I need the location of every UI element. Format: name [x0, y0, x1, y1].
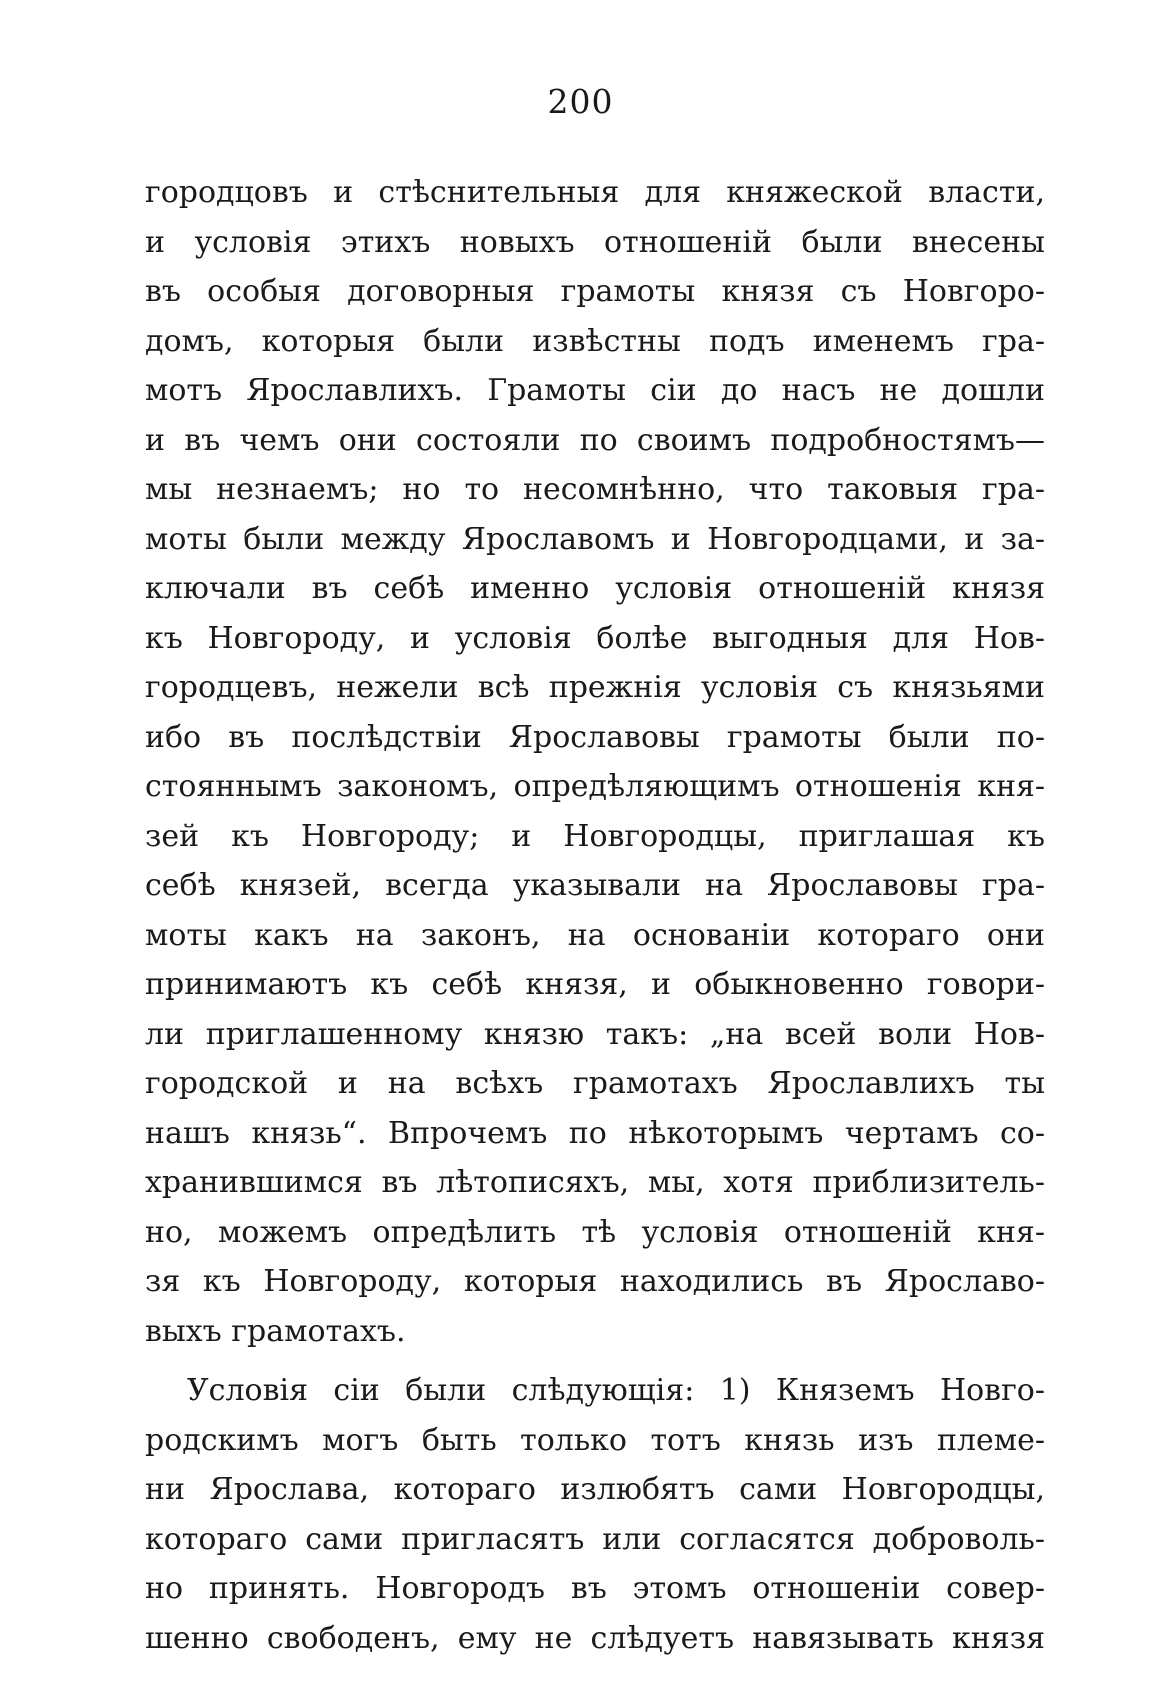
- text-line: въ особыя договорныя грамоты князя съ Новгоро-: [145, 274, 1045, 309]
- text-line: шенно свободенъ, ему не слѣдуетъ навязывать князя: [145, 1620, 1045, 1656]
- text-line: городцовъ и стѣснительныя для княжеской власти,: [145, 175, 1045, 210]
- text-line: ни Ярослава, котораго излюбятъ сами Новгородцы,: [145, 1472, 1045, 1507]
- text-line: но принять. Новгородъ въ этомъ отношеніи совер-: [145, 1571, 1045, 1606]
- text-line: котораго сами пригласятъ или согласятся доброволь-: [145, 1521, 1045, 1557]
- body-text: [145, 168, 1045, 1663]
- text-line: городской и на всѣхъ грамотахъ Ярославлихъ ты: [145, 1066, 1045, 1101]
- text-line: принимаютъ къ себѣ князя, и обыкновенно говори-: [145, 967, 1045, 1002]
- text-line: и въ чемъ они состояли по своимъ подробностямъ—: [145, 422, 1045, 458]
- paragraph-2: [145, 1366, 1045, 1663]
- text-line: ибо въ послѣдствіи Ярославовы грамоты были по-: [145, 719, 1045, 755]
- text-line: городцевъ, нежели всѣ прежнія условія съ князьями: [145, 670, 1045, 705]
- text-line: ли приглашенному князю такъ: „на всей воли Нов-: [145, 1016, 1045, 1052]
- text-line: мотъ Ярославлихъ. Грамоты сіи до насъ не дошли: [145, 373, 1045, 408]
- text-line: домъ, которыя были извѣстны подъ именемъ гра-: [145, 323, 1045, 359]
- text-line: стояннымъ закономъ, опредѣляющимъ отношенія кня-: [145, 769, 1045, 804]
- text-line: родскимъ могъ быть только тотъ князь изъ племе-: [145, 1422, 1045, 1458]
- text-line: къ Новгороду, и условія болѣе выгодныя для Нов-: [145, 620, 1045, 656]
- text-line: моты какъ на законъ, на основаніи котораго они: [145, 917, 1045, 953]
- text-line: нашъ князь“. Впрочемъ по нѣкоторымъ чертамъ со-: [145, 1115, 1045, 1151]
- text-line: Условія сіи были слѣдующія: 1) Княземъ Новго-: [187, 1373, 1045, 1408]
- text-line: выхъ грамотахъ.: [145, 1313, 406, 1349]
- text-line: но, можемъ опредѣлить тѣ условія отношеній кня-: [145, 1214, 1045, 1250]
- text-line: и условія этихъ новыхъ отношеній были внесены: [145, 224, 1045, 260]
- text-line: зя къ Новгороду, которыя находились въ Ярославо-: [145, 1264, 1045, 1299]
- text-line: мы незнаемъ; но то несомнѣнно, что таковыя гра-: [145, 472, 1045, 507]
- text-line: хранившимся въ лѣтописяхъ, мы, хотя приблизитель-: [145, 1165, 1045, 1200]
- paragraph-1: [145, 168, 1045, 1356]
- text-line: себѣ князей, всегда указывали на Ярославовы гра-: [145, 868, 1045, 903]
- text-line: моты были между Ярославомъ и Новгородцами, и за-: [145, 521, 1045, 557]
- text-line: ключали въ себѣ именно условія отношеній князя: [145, 571, 1045, 606]
- page-number: 200: [547, 82, 614, 121]
- text-line: зей къ Новгороду; и Новгородцы, приглашая къ: [145, 818, 1045, 854]
